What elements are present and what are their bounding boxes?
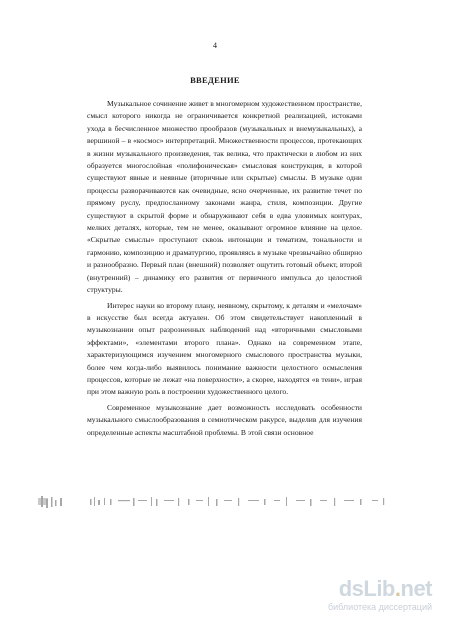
body-text	[87, 98, 362, 439]
watermark-logo-dot: .	[394, 576, 401, 601]
paragraph: Современное музыкознание дает возможность исследовать особенности музыкального смыслообразования в семиотическом ракурсе, выделив для изучения определенные аспекты масштабной проблемы. В этой связи основное	[87, 402, 362, 437]
scan-artifact	[38, 494, 390, 510]
paragraph: Музыкальное сочинение живет в многомерном художественном пространстве, смысл которого никогда не ограничивается конкретной реализацией, истоками ухода в бесчисленное множество прообразов (музыкальных и внемузыкальных), а вершиной – в «космос» интерпретаций. Множественности процессов, протекающих в жизни музыкального произведения, так велика, что практически в любом из них образуется многослойная «полифоническая» смысловая конструкция, в которой существуют явные и неявные (вторичные или скрытые) смыслы. В музыке одни процессы разворачиваются как очевидные, ясно очерченные, их развитие течет по прямому руслу, предпосланному законами жанра, стиля, композиции. Другие существуют в скрытой форме и обнаруживают себя в едва уловимых контурах, мелких деталях, которые, тем не менее, оказывают огромное влияние на целое. «Скрытые смыслы» проступают сквозь интонации и тематизм, тональности и гармонию, композицию и драматургию, проявляясь в музыке чрезвычайно обширно и разнообразно. Первый план (внешний) позволяет ощутить готовый объект, второй (внутренний) – динамику его развития от первичного импульса до целостной структуры.	[87, 99, 362, 295]
watermark-logo-main: dsLib	[338, 576, 395, 601]
section-heading: ВВЕДЕНИЕ	[190, 75, 240, 85]
watermark	[304, 577, 432, 617]
watermark-logo-tld: net	[400, 576, 432, 601]
paragraph: Интерес науки ко второму плану, неявному, скрытому, к деталям и «мелочам» в искусстве был всегда актуален. Об этом свидетельствует накопленный в музыкознании опыт разрозненных наблюдений над «вторичными смысловыми эффектами», «элементами второго плана». Однако на современном этапе, характеризующимся изучением многомерного смыслового пространства музыки, более чем когда-либо выявилось понимание важности целостного осмысления процессов, которые не лежат «на поверхности», а скорее, находятся «в тени», играя при этом важную роль в построении художественного целого.	[87, 300, 362, 397]
page-number: 4	[213, 41, 217, 50]
scan-artifact-marks	[38, 494, 390, 510]
watermark-logo	[304, 577, 432, 601]
watermark-tagline: библиотека диссертаций	[327, 602, 432, 612]
